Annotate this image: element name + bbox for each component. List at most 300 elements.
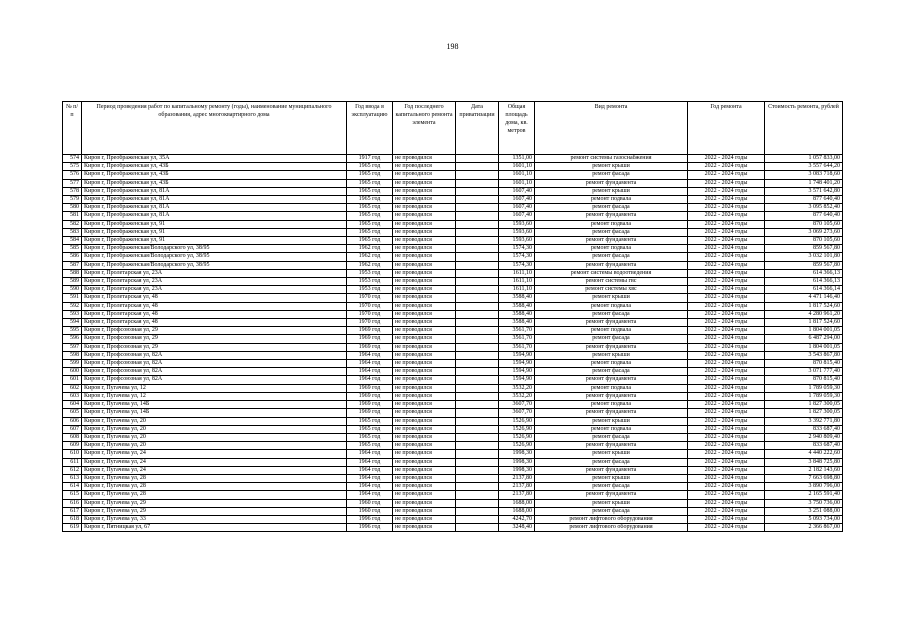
row-priv-date bbox=[456, 212, 499, 220]
row-repair-year: 2022 - 2024 годы bbox=[688, 515, 765, 523]
row-cost: 2 165 591,40 bbox=[765, 491, 843, 499]
row-repair-type: ремонт фундамента bbox=[535, 409, 688, 417]
row-area: 1688,00 bbox=[499, 499, 535, 507]
row-priv-date bbox=[456, 220, 499, 228]
row-priv-date bbox=[456, 474, 499, 482]
row-area: 1611,10 bbox=[499, 269, 535, 277]
row-address: Киров г, Пугачева ул, 14Б bbox=[82, 401, 347, 409]
row-cost: 3 083 718,60 bbox=[765, 171, 843, 179]
row-priv-date bbox=[456, 204, 499, 212]
header-last-repair: Год последнего капитального ремонта элемента bbox=[393, 102, 456, 155]
row-year-built: 1965 год bbox=[347, 171, 393, 179]
row-repair-year: 2022 - 2024 годы bbox=[688, 319, 765, 327]
row-repair-type: ремонт крыши bbox=[535, 499, 688, 507]
row-priv-date bbox=[456, 163, 499, 171]
row-last-repair: не проводился bbox=[393, 409, 456, 417]
row-priv-date bbox=[456, 196, 499, 204]
row-priv-date bbox=[456, 507, 499, 515]
row-last-repair: не проводился bbox=[393, 269, 456, 277]
table-row bbox=[63, 417, 843, 425]
row-priv-date bbox=[456, 450, 499, 458]
row-cost: 3 557 644,20 bbox=[765, 163, 843, 171]
row-address: Киров г, Профсоюзная ул, 82А bbox=[82, 368, 347, 376]
row-year-built: 1970 год bbox=[347, 310, 393, 318]
row-year-built: 1969 год bbox=[347, 335, 393, 343]
row-year-built: 1965 год bbox=[347, 220, 393, 228]
row-num: 605 bbox=[63, 409, 82, 417]
row-address: Киров г, Пролетарская ул, 23А bbox=[82, 286, 347, 294]
row-address: Киров г, Пролетарская ул, 48 bbox=[82, 319, 347, 327]
table-row bbox=[63, 187, 843, 195]
row-repair-type: ремонт фасада bbox=[535, 171, 688, 179]
header-address: Период проведения работ по капитальному ремонту (годы), наименование муниципального образования, адрес многоквартирного дома bbox=[82, 102, 347, 155]
row-priv-date bbox=[456, 458, 499, 466]
row-address: Киров г, Преображенская ул, 91 bbox=[82, 237, 347, 245]
row-address: Киров г, Преображенская ул, 43Б bbox=[82, 171, 347, 179]
row-area: 2137,80 bbox=[499, 483, 535, 491]
row-repair-year: 2022 - 2024 годы bbox=[688, 228, 765, 236]
row-address: Киров г, Пугачева ул, 20 bbox=[82, 442, 347, 450]
table-row bbox=[63, 196, 843, 204]
row-repair-year: 2022 - 2024 годы bbox=[688, 433, 765, 441]
table-row bbox=[63, 253, 843, 261]
table-row bbox=[63, 384, 843, 392]
row-address: Киров г, Пугачева ул, 29 bbox=[82, 507, 347, 515]
row-repair-type: ремонт крыши bbox=[535, 294, 688, 302]
row-repair-type: ремонт фундамента bbox=[535, 392, 688, 400]
row-area: 2137,80 bbox=[499, 474, 535, 482]
row-area: 1601,10 bbox=[499, 179, 535, 187]
row-repair-year: 2022 - 2024 годы bbox=[688, 409, 765, 417]
table-row bbox=[63, 499, 843, 507]
row-cost: 1 057 833,00 bbox=[765, 155, 843, 163]
row-repair-year: 2022 - 2024 годы bbox=[688, 384, 765, 392]
row-area: 3588,40 bbox=[499, 302, 535, 310]
row-last-repair: не проводился bbox=[393, 368, 456, 376]
row-repair-type: ремонт фасада bbox=[535, 483, 688, 491]
row-year-built: 1970 год bbox=[347, 302, 393, 310]
row-num: 609 bbox=[63, 442, 82, 450]
row-year-built: 1964 год bbox=[347, 458, 393, 466]
row-num: 606 bbox=[63, 417, 82, 425]
row-last-repair: не проводился bbox=[393, 286, 456, 294]
row-repair-type: ремонт фасада bbox=[535, 310, 688, 318]
row-last-repair: не проводился bbox=[393, 515, 456, 523]
table-row bbox=[63, 204, 843, 212]
row-address: Киров г, Пугачева ул, 12 bbox=[82, 392, 347, 400]
row-cost: 3 032 101,80 bbox=[765, 253, 843, 261]
row-year-built: 1965 год bbox=[347, 204, 393, 212]
row-address: Киров г, Пугачева ул, 20 bbox=[82, 425, 347, 433]
row-last-repair: не проводился bbox=[393, 458, 456, 466]
row-address: Киров г, Пугачева ул, 12 bbox=[82, 384, 347, 392]
row-address: Киров г, Профсоюзная ул, 82А bbox=[82, 351, 347, 359]
row-priv-date bbox=[456, 310, 499, 318]
row-area: 1594,90 bbox=[499, 368, 535, 376]
row-priv-date bbox=[456, 335, 499, 343]
row-num: 598 bbox=[63, 351, 82, 359]
row-num: 613 bbox=[63, 474, 82, 482]
row-num: 610 bbox=[63, 450, 82, 458]
row-repair-year: 2022 - 2024 годы bbox=[688, 474, 765, 482]
row-repair-type: ремонт крыши bbox=[535, 417, 688, 425]
row-priv-date bbox=[456, 524, 499, 532]
row-year-built: 1953 год bbox=[347, 278, 393, 286]
row-priv-date bbox=[456, 491, 499, 499]
row-address: Киров г, Пугачева ул, 20 bbox=[82, 433, 347, 441]
row-repair-type: ремонт фасада bbox=[535, 507, 688, 515]
row-year-built: 1953 год bbox=[347, 286, 393, 294]
header-area: Общая площадь дома, кв. метров bbox=[499, 102, 535, 155]
row-year-built: 1965 год bbox=[347, 442, 393, 450]
row-year-built: 1965 год bbox=[347, 163, 393, 171]
row-repair-year: 2022 - 2024 годы bbox=[688, 155, 765, 163]
row-cost: 3 392 771,80 bbox=[765, 417, 843, 425]
table-row bbox=[63, 310, 843, 318]
row-last-repair: не проводился bbox=[393, 163, 456, 171]
row-year-built: 1965 год bbox=[347, 179, 393, 187]
row-repair-year: 2022 - 2024 годы bbox=[688, 245, 765, 253]
row-priv-date bbox=[456, 245, 499, 253]
row-repair-year: 2022 - 2024 годы bbox=[688, 179, 765, 187]
row-year-built: 1960 год bbox=[347, 499, 393, 507]
row-num: 592 bbox=[63, 302, 82, 310]
row-num: 587 bbox=[63, 261, 82, 269]
row-cost: 614 366,14 bbox=[765, 286, 843, 294]
row-num: 585 bbox=[63, 245, 82, 253]
row-last-repair: не проводился bbox=[393, 253, 456, 261]
row-repair-type: ремонт фундамента bbox=[535, 442, 688, 450]
row-year-built: 1960 год bbox=[347, 507, 393, 515]
row-cost: 877 640,40 bbox=[765, 212, 843, 220]
row-last-repair: не проводился bbox=[393, 220, 456, 228]
row-priv-date bbox=[456, 187, 499, 195]
row-cost: 1 789 059,30 bbox=[765, 384, 843, 392]
row-last-repair: не проводился bbox=[393, 442, 456, 450]
row-address: Киров г, Пролетарская ул, 48 bbox=[82, 302, 347, 310]
row-priv-date bbox=[456, 302, 499, 310]
row-area: 2137,80 bbox=[499, 491, 535, 499]
row-repair-type: ремонт фундамента bbox=[535, 466, 688, 474]
row-repair-type: ремонт фасада bbox=[535, 458, 688, 466]
table-row bbox=[63, 319, 843, 327]
row-repair-year: 2022 - 2024 годы bbox=[688, 187, 765, 195]
table-row bbox=[63, 171, 843, 179]
row-cost: 3 069 273,60 bbox=[765, 228, 843, 236]
row-num: 600 bbox=[63, 368, 82, 376]
row-last-repair: не проводился bbox=[393, 392, 456, 400]
row-area: 3532,20 bbox=[499, 384, 535, 392]
row-year-built: 1917 год bbox=[347, 155, 393, 163]
row-last-repair: не проводился bbox=[393, 433, 456, 441]
row-priv-date bbox=[456, 384, 499, 392]
row-num: 615 bbox=[63, 491, 82, 499]
header-priv-date: Дата приватизации bbox=[456, 102, 499, 155]
row-area: 1998,30 bbox=[499, 450, 535, 458]
row-area: 1998,30 bbox=[499, 458, 535, 466]
table-row bbox=[63, 442, 843, 450]
table-row bbox=[63, 335, 843, 343]
row-cost: 3 750 736,00 bbox=[765, 499, 843, 507]
row-num: 575 bbox=[63, 163, 82, 171]
header-year-built: Год ввода в эксплуатацию bbox=[347, 102, 393, 155]
row-priv-date bbox=[456, 401, 499, 409]
row-area: 1574,30 bbox=[499, 261, 535, 269]
table-row bbox=[63, 392, 843, 400]
table-row bbox=[63, 507, 843, 515]
row-repair-year: 2022 - 2024 годы bbox=[688, 212, 765, 220]
row-num: 584 bbox=[63, 237, 82, 245]
row-priv-date bbox=[456, 228, 499, 236]
row-area: 1607,40 bbox=[499, 204, 535, 212]
row-repair-year: 2022 - 2024 годы bbox=[688, 491, 765, 499]
row-repair-year: 2022 - 2024 годы bbox=[688, 294, 765, 302]
row-year-built: 1996 год bbox=[347, 515, 393, 523]
row-repair-year: 2022 - 2024 годы bbox=[688, 483, 765, 491]
row-year-built: 1969 год bbox=[347, 401, 393, 409]
row-repair-type: ремонт системы гвс bbox=[535, 278, 688, 286]
row-area: 3607,70 bbox=[499, 401, 535, 409]
header-cost: Стоимость ремонта, рублей bbox=[765, 102, 843, 155]
row-year-built: 1965 год bbox=[347, 425, 393, 433]
row-address: Киров г, Пугачева ул, 33 bbox=[82, 515, 347, 523]
row-address: Киров г, Пугачева ул, 28 bbox=[82, 491, 347, 499]
row-cost: 2 366 867,00 bbox=[765, 524, 843, 532]
row-priv-date bbox=[456, 360, 499, 368]
row-priv-date bbox=[456, 343, 499, 351]
row-priv-date bbox=[456, 278, 499, 286]
row-num: 579 bbox=[63, 196, 82, 204]
row-repair-type: ремонт фундамента bbox=[535, 237, 688, 245]
row-last-repair: не проводился bbox=[393, 425, 456, 433]
row-repair-type: ремонт системы водоотведения bbox=[535, 269, 688, 277]
row-priv-date bbox=[456, 483, 499, 491]
row-repair-type: ремонт фундамента bbox=[535, 179, 688, 187]
row-repair-type: ремонт крыши bbox=[535, 187, 688, 195]
row-area: 1526,90 bbox=[499, 417, 535, 425]
table-row bbox=[63, 368, 843, 376]
row-priv-date bbox=[456, 442, 499, 450]
row-address: Киров г, Профсоюзная ул, 82А bbox=[82, 376, 347, 384]
row-year-built: 1964 год bbox=[347, 466, 393, 474]
row-cost: 7 663 698,80 bbox=[765, 474, 843, 482]
row-priv-date bbox=[456, 515, 499, 523]
table-row bbox=[63, 360, 843, 368]
row-num: 590 bbox=[63, 286, 82, 294]
row-last-repair: не проводился bbox=[393, 187, 456, 195]
row-repair-type: ремонт лифтового оборудования bbox=[535, 524, 688, 532]
row-num: 595 bbox=[63, 327, 82, 335]
row-repair-year: 2022 - 2024 годы bbox=[688, 458, 765, 466]
row-priv-date bbox=[456, 319, 499, 327]
row-area: 1607,40 bbox=[499, 187, 535, 195]
row-priv-date bbox=[456, 261, 499, 269]
row-cost: 3 071 777,40 bbox=[765, 368, 843, 376]
row-address: Киров г, Пролетарская ул, 23А bbox=[82, 269, 347, 277]
row-last-repair: не проводился bbox=[393, 294, 456, 302]
row-num: 616 bbox=[63, 499, 82, 507]
row-year-built: 1965 год bbox=[347, 228, 393, 236]
row-area: 1688,00 bbox=[499, 507, 535, 515]
row-last-repair: не проводился bbox=[393, 384, 456, 392]
row-num: 596 bbox=[63, 335, 82, 343]
row-year-built: 1965 год bbox=[347, 417, 393, 425]
row-address: Киров г, Преображенская/Володарского ул, 38/95 bbox=[82, 253, 347, 261]
row-repair-year: 2022 - 2024 годы bbox=[688, 466, 765, 474]
row-cost: 870 815,40 bbox=[765, 376, 843, 384]
row-last-repair: не проводился bbox=[393, 499, 456, 507]
table-row bbox=[63, 155, 843, 163]
row-address: Киров г, Пролетарская ул, 23А bbox=[82, 278, 347, 286]
row-address: Киров г, Пугачева ул, 28 bbox=[82, 474, 347, 482]
row-num: 604 bbox=[63, 401, 82, 409]
row-repair-year: 2022 - 2024 годы bbox=[688, 351, 765, 359]
row-cost: 3 095 852,40 bbox=[765, 204, 843, 212]
table-row bbox=[63, 425, 843, 433]
row-priv-date bbox=[456, 417, 499, 425]
header-repair-year: Год ремонта bbox=[688, 102, 765, 155]
row-cost: 3 251 088,00 bbox=[765, 507, 843, 515]
row-area: 1574,30 bbox=[499, 245, 535, 253]
row-repair-year: 2022 - 2024 годы bbox=[688, 261, 765, 269]
table-row bbox=[63, 327, 843, 335]
table-row bbox=[63, 491, 843, 499]
row-priv-date bbox=[456, 368, 499, 376]
repair-register-table bbox=[62, 101, 843, 532]
row-area: 1526,90 bbox=[499, 425, 535, 433]
row-year-built: 1970 год bbox=[347, 294, 393, 302]
row-last-repair: не проводился bbox=[393, 343, 456, 351]
row-area: 1607,40 bbox=[499, 212, 535, 220]
row-cost: 6 487 294,00 bbox=[765, 335, 843, 343]
table-row bbox=[63, 294, 843, 302]
row-year-built: 1964 год bbox=[347, 450, 393, 458]
row-address: Киров г, Пугачева ул, 24 bbox=[82, 466, 347, 474]
row-area: 3607,70 bbox=[499, 409, 535, 417]
row-address: Киров г, Преображенская ул, 81А bbox=[82, 204, 347, 212]
row-repair-year: 2022 - 2024 годы bbox=[688, 220, 765, 228]
row-repair-type: ремонт крыши bbox=[535, 474, 688, 482]
row-area: 1601,10 bbox=[499, 171, 535, 179]
row-priv-date bbox=[456, 269, 499, 277]
table-row bbox=[63, 302, 843, 310]
row-area: 1998,30 bbox=[499, 466, 535, 474]
row-address: Киров г, Преображенская ул, 81А bbox=[82, 196, 347, 204]
row-repair-year: 2022 - 2024 годы bbox=[688, 360, 765, 368]
row-repair-type: ремонт подвала bbox=[535, 425, 688, 433]
table-row bbox=[63, 179, 843, 187]
row-priv-date bbox=[456, 327, 499, 335]
row-num: 599 bbox=[63, 360, 82, 368]
row-year-built: 1964 год bbox=[347, 474, 393, 482]
row-area: 1594,90 bbox=[499, 360, 535, 368]
row-priv-date bbox=[456, 433, 499, 441]
row-area: 1594,90 bbox=[499, 376, 535, 384]
row-repair-type: ремонт подвала bbox=[535, 360, 688, 368]
row-area: 3588,40 bbox=[499, 294, 535, 302]
row-area: 1351,00 bbox=[499, 155, 535, 163]
row-address: Киров г, Пролетарская ул, 48 bbox=[82, 310, 347, 318]
row-repair-type: ремонт крыши bbox=[535, 351, 688, 359]
row-cost: 3 890 796,00 bbox=[765, 483, 843, 491]
row-area: 1611,10 bbox=[499, 278, 535, 286]
row-repair-year: 2022 - 2024 годы bbox=[688, 524, 765, 532]
row-area: 4242,70 bbox=[499, 515, 535, 523]
row-repair-year: 2022 - 2024 годы bbox=[688, 376, 765, 384]
row-cost: 3 571 642,80 bbox=[765, 187, 843, 195]
row-cost: 833 687,40 bbox=[765, 425, 843, 433]
row-area: 3532,20 bbox=[499, 392, 535, 400]
row-year-built: 1965 год bbox=[347, 237, 393, 245]
row-repair-year: 2022 - 2024 годы bbox=[688, 450, 765, 458]
row-last-repair: не проводился bbox=[393, 171, 456, 179]
table-row bbox=[63, 212, 843, 220]
row-num: 618 bbox=[63, 515, 82, 523]
row-cost: 2 182 143,60 bbox=[765, 466, 843, 474]
row-repair-year: 2022 - 2024 годы bbox=[688, 269, 765, 277]
row-repair-type: ремонт фасада bbox=[535, 253, 688, 261]
row-address: Киров г, Пятницкая ул, 67 bbox=[82, 524, 347, 532]
row-repair-type: ремонт подвала bbox=[535, 245, 688, 253]
row-year-built: 1964 год bbox=[347, 368, 393, 376]
row-repair-type: ремонт подвала bbox=[535, 302, 688, 310]
row-repair-type: ремонт подвала bbox=[535, 327, 688, 335]
row-address: Киров г, Пугачева ул, 14Б bbox=[82, 409, 347, 417]
row-address: Киров г, Пугачева ул, 24 bbox=[82, 458, 347, 466]
row-address: Киров г, Профсоюзная ул, 29 bbox=[82, 343, 347, 351]
row-num: 574 bbox=[63, 155, 82, 163]
row-area: 1593,60 bbox=[499, 228, 535, 236]
row-year-built: 1969 год bbox=[347, 409, 393, 417]
table-row bbox=[63, 433, 843, 441]
row-repair-year: 2022 - 2024 годы bbox=[688, 237, 765, 245]
row-cost: 5 093 734,00 bbox=[765, 515, 843, 523]
row-cost: 4 280 961,20 bbox=[765, 310, 843, 318]
row-repair-year: 2022 - 2024 годы bbox=[688, 204, 765, 212]
row-repair-year: 2022 - 2024 годы bbox=[688, 507, 765, 515]
table-row bbox=[63, 401, 843, 409]
row-address: Киров г, Преображенская/Володарского ул, 38/95 bbox=[82, 261, 347, 269]
row-repair-type: ремонт фундамента bbox=[535, 491, 688, 499]
row-repair-year: 2022 - 2024 годы bbox=[688, 368, 765, 376]
row-num: 580 bbox=[63, 204, 82, 212]
row-repair-type: ремонт фасада bbox=[535, 433, 688, 441]
row-cost: 1 748 401,20 bbox=[765, 179, 843, 187]
table-row bbox=[63, 409, 843, 417]
row-last-repair: не проводился bbox=[393, 376, 456, 384]
row-num: 603 bbox=[63, 392, 82, 400]
row-last-repair: не проводился bbox=[393, 237, 456, 245]
row-repair-year: 2022 - 2024 годы bbox=[688, 171, 765, 179]
row-address: Киров г, Профсоюзная ул, 82А bbox=[82, 360, 347, 368]
row-address: Киров г, Преображенская ул, 35А bbox=[82, 155, 347, 163]
row-address: Киров г, Преображенская ул, 81А bbox=[82, 187, 347, 195]
row-repair-year: 2022 - 2024 годы bbox=[688, 196, 765, 204]
table-row bbox=[63, 524, 843, 532]
row-num: 581 bbox=[63, 212, 82, 220]
row-repair-type: ремонт крыши bbox=[535, 163, 688, 171]
row-cost: 2 940 809,40 bbox=[765, 433, 843, 441]
table-row bbox=[63, 474, 843, 482]
row-address: Киров г, Профсоюзная ул, 29 bbox=[82, 327, 347, 335]
row-repair-type: ремонт фундамента bbox=[535, 343, 688, 351]
row-year-built: 1964 год bbox=[347, 351, 393, 359]
row-cost: 1 804 001,05 bbox=[765, 327, 843, 335]
row-address: Киров г, Преображенская/Володарского ул, 38/95 bbox=[82, 245, 347, 253]
row-year-built: 1962 год bbox=[347, 261, 393, 269]
row-num: 607 bbox=[63, 425, 82, 433]
row-last-repair: не проводился bbox=[393, 360, 456, 368]
